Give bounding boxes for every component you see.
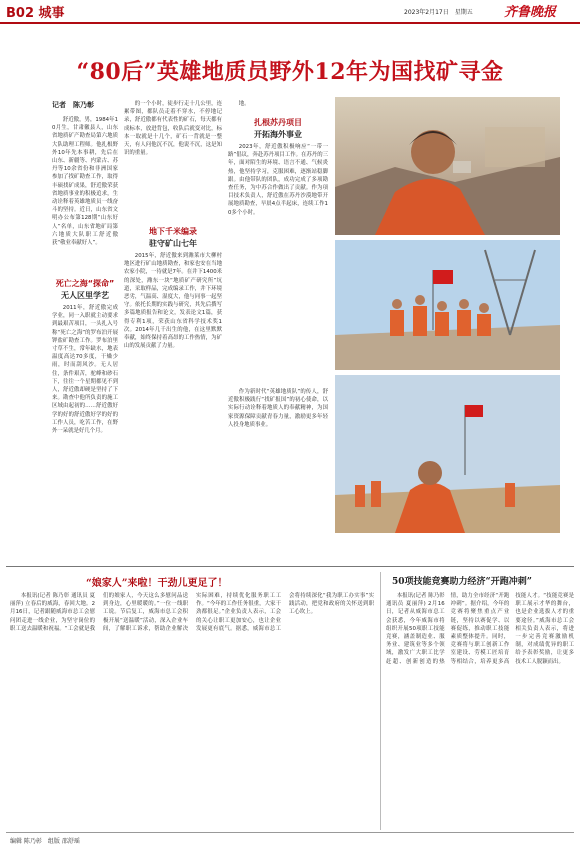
section-label: B02 城事: [6, 6, 65, 21]
article-column-2b: 2015年，舒近傲来到潍莱市大柳村地区进行矿山地质勘查，和家也安在当地农家小院，一待就是7年。在井下1400米的深处，潍东一块“地质矿产研究所”坑道，采取样品，完成编录工作，井下环境恶劣，气温高、湿度大，他与同事一起坚守。依托长期的实践与研究，其先后撰写多篇地质报告和论文，发表论文1篇，获得专利1项，荣获山东省科学技术奖1次。2014年几千出生的他，在这里默默奉献，始终保持着高昂的工作热情，为矿山的发展贡献了力量。: [124, 253, 222, 350]
section-divider: [6, 566, 574, 567]
column-divider: [380, 572, 381, 830]
article-3-title: 50项技能竞赛助力经济“开跑冲刺”: [392, 577, 532, 587]
subhead-3b: 开拓海外事业: [254, 130, 302, 139]
article-column-1: 舒近傲，男，1984年10月生，甘肃徽县人，山东省地质矿产勘查局第六地质大队助理工程师。他扎根野外10年先本事耕，先后在山东、新疆等、内蒙古、苏丹等10余省份和非洲国家参加了找矿勘查工作，取得丰硕找矿成果，舒近傲荣获省地质事业的积极追求，生动诠释着英雄地质员一线奋斗的坚持。近日，山东省文明办公布第128期“山东好人”名单，山东省地矿局第六地质大队职工舒近傲获“敬业奉献好人”。: [52, 117, 118, 247]
article-column-3b: 2023年，舒近傲积极响应“一带一路”倡议，奔赴苏丹项目工作。在苏丹的三年，面对陌生的环境、语言不通、气候炎热，他坚持学习，克服困难，逐渐站稳脚跟。由他带队的团队，成功完成了多项勘查任务，为中苏合作做出了贡献。作为项目技术负责人，舒近傲在苏丹沙漠地带开展地质勘查，早晨4点半起床，连续工作10多个小时。: [228, 144, 328, 216]
subhead-2a: 地下千米编录: [149, 227, 197, 236]
photo-geologist-closeup: [335, 97, 560, 235]
main-headline: “80后”英雄地质员野外12年为国找矿寻金: [76, 59, 504, 85]
article-column-1b: 2011年，舒近傲完成学业，同一入职就主动要求到最艰苦项目，一头扎入号称“死亡之海”的罗布泊开展钾盐矿勘查工作。罗布泊里寸草不生，常年缺水，地表温度高达70多度，干燥少雨，时而刮风沙。无人居住，条件艰苦，驼峰和砂石下，往往一个星期都见不到人，舒近傲却硬是坚持了下来。勘查中他所负责的施工区域由起初的……舒近傲好学的好的舒近傲好学的好的工作人员，吃苦工作，在野外一呆就是好几个月。: [52, 305, 118, 435]
subhead-2b: 驻守矿山七年: [149, 239, 197, 248]
article-column-3c: 作为新时代“英雄地质队”的传人，舒近傲积极践行“找矿报国”的初心使命，以实际行动诠释着地质人的奉献精神，为国家资源保障贡献青春力量，激励更多年轻人投身地质事业。: [228, 389, 328, 428]
photo-drill-site-team: [335, 240, 560, 370]
subhead-1b: 无人区里学艺: [61, 291, 109, 300]
byline: 记者 陈乃彰: [52, 101, 94, 109]
subhead-3a: 扎根苏丹项目: [254, 118, 302, 127]
article-2-title: “娘家人”来啦！干劲儿更足了！: [86, 578, 228, 589]
article-column-3: 地。: [238, 101, 250, 107]
page-footer: 编辑 陈乃彰 组版 邵舒瑶: [10, 838, 80, 845]
article-column-2: 的一个小时，徒步行走十几公里，连累带图，都队员走着不穿水，不停地记录，舒近傲都有代表性的矿石，每天都有成标本，放进背包，收队后就变对比，标本一取就是十几个，矿石一背就是一整天，有人问他沉不沉，他说不沉，这是知识的重量。: [124, 101, 222, 157]
article-3-body: 本报讯(记者 陈乃彰 通讯员 夏丽萍) 2月16日，记者从威海市总工会获悉，今年威海市将组织开展50项职工技能竞赛，涵盖制造业、服务业、建筑业等多个领域，激发广大职工比学赶超、创新创造的热情，助力全市经济“开跑冲刺”。据介绍，今年的竞赛将聚焦重点产业链，坚持以赛促学、以赛促练，推动职工技能素质整体提升。同时，竞赛将与职工创新工作室建设、劳模工匠培育等相结合，培养更多高技能人才。“技能竞赛是职工展示才华的舞台，也是企业选拔人才的重要途径。”威海市总工会相关负责人表示，将进一步完善竞赛激励机制，对成绩优异的职工给予表彰奖励，让更多技术工人脱颖而出。: [386, 593, 574, 665]
article-2-body: 本报讯(记者 陈乃彰 通讯员 夏丽萍) 立春后的威海，春回大地。2月16日，记者跟随威海市总工会慰问团走进一线企业，为坚守岗位的职工送去温暖和祝福。“工会就是我们的娘家人，今天这么多慰问品送到身边，心里暖暖的。”一位一线职工说。节后复工，威海市总工会积极开展“送温暖”活动，深入企业车间，了解职工诉求，帮助企业解决实际困难，持续优化服务职工工作。“今年的工作任务很重，大家干劲都很足。”企业负责人表示，工会的关心让职工更加安心，也让企业发展更有底气。据悉，威海市总工会将持续深化“我为职工办实事”实践活动，把党和政府的关怀送到职工心坎上。: [10, 593, 374, 632]
photo-desert-camp: [335, 375, 560, 533]
subhead-1a: 死亡之海“探命”: [55, 279, 115, 288]
issue-date: 2023年2月17日 星期五: [404, 9, 473, 16]
page-header: [0, 0, 580, 24]
footer-rule: [6, 832, 574, 833]
paper-logo: 齐鲁晚报: [504, 5, 557, 20]
